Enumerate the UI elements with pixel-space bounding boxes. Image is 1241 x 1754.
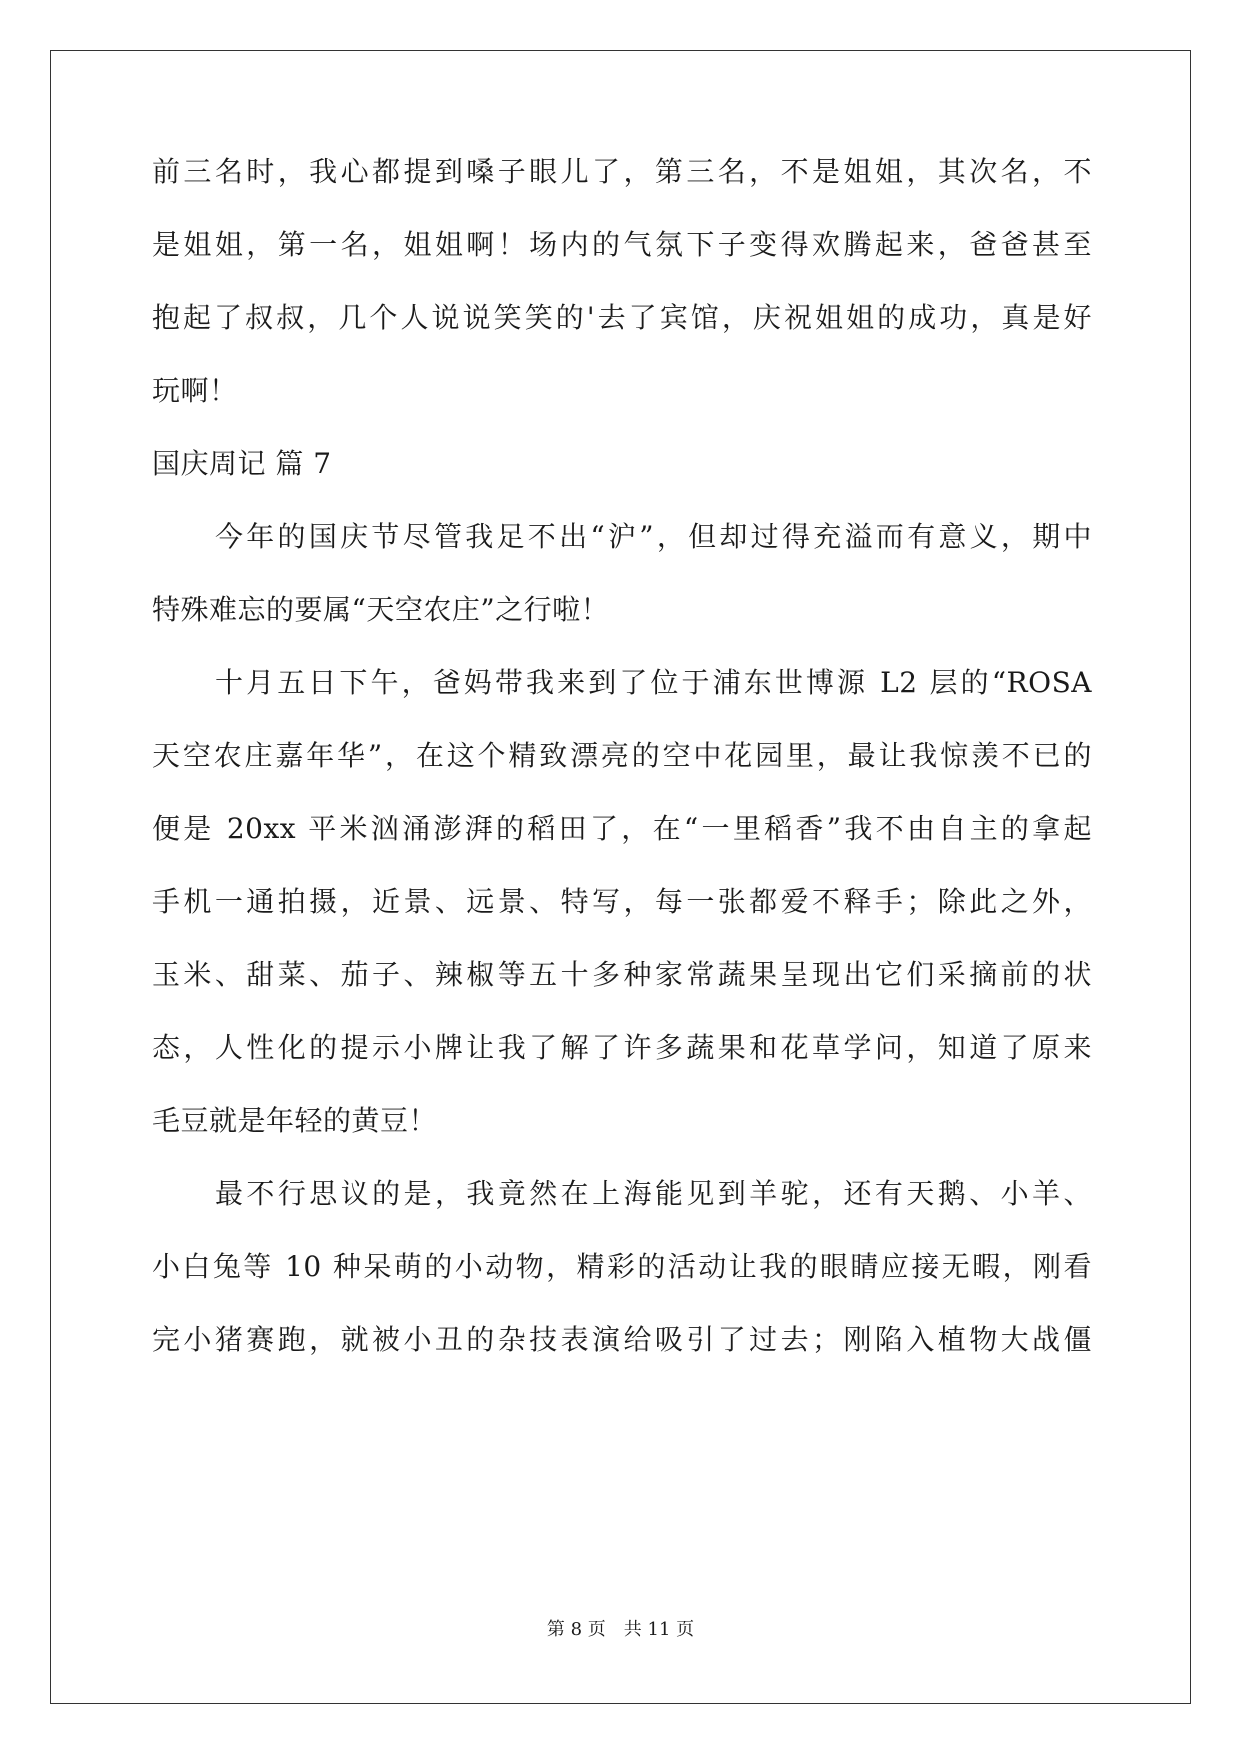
page-total: 共 11 页 xyxy=(623,1619,695,1640)
paragraph-first-line: 今年的国庆节尽管我足不出“沪”，但却过得充溢而有意义，期中 xyxy=(215,520,1092,553)
text-line: 玉米、甜菜、茄子、辣椒等五十多种家常蔬果呈现出它们采摘前的状 xyxy=(152,958,1092,991)
page-footer xyxy=(0,1618,1241,1642)
section-heading: 国庆周记 篇 7 xyxy=(152,447,332,480)
text-line: 完小猪赛跑，就被小丑的杂技表演给吸引了过去；刚陷入植物大战僵 xyxy=(152,1323,1092,1356)
text-line: 玩啊！ xyxy=(152,374,238,407)
text-line: 态，人性化的提示小牌让我了解了许多蔬果和花草学问，知道了原来 xyxy=(152,1031,1092,1064)
text-line: 小白兔等 10 种呆萌的小动物，精彩的活动让我的眼睛应接无暇，刚看 xyxy=(152,1250,1092,1283)
text-line: 毛豆就是年轻的黄豆！ xyxy=(152,1104,438,1137)
text-line: 前三名时，我心都提到嗓子眼儿了，第三名，不是姐姐，其次名，不 xyxy=(152,155,1092,188)
page-number: 第 8 页 xyxy=(546,1619,606,1640)
paragraph-first-line: 十月五日下午，爸妈带我来到了位于浦东世博源 L2 层的“ROSA xyxy=(215,666,1092,699)
text-line: 天空农庄嘉年华”，在这个精致漂亮的空中花园里，最让我惊羡不已的 xyxy=(152,739,1092,772)
text-line: 特殊难忘的要属“天空农庄”之行啦！ xyxy=(152,593,610,626)
text-line: 是姐姐，第一名，姐姐啊！场内的气氛下子变得欢腾起来，爸爸甚至 xyxy=(152,228,1092,261)
text-line: 手机一通拍摄，近景、远景、特写，每一张都爱不释手；除此之外， xyxy=(152,885,1092,918)
text-line: 抱起了叔叔，几个人说说笑笑的'去了宾馆，庆祝姐姐的成功，真是好 xyxy=(152,301,1092,334)
text-line: 便是 20xx 平米汹涌澎湃的稻田了，在“一里稻香”我不由自主的拿起 xyxy=(152,812,1092,845)
paragraph-first-line: 最不行思议的是，我竟然在上海能见到羊驼，还有天鹅、小羊、 xyxy=(215,1177,1092,1210)
